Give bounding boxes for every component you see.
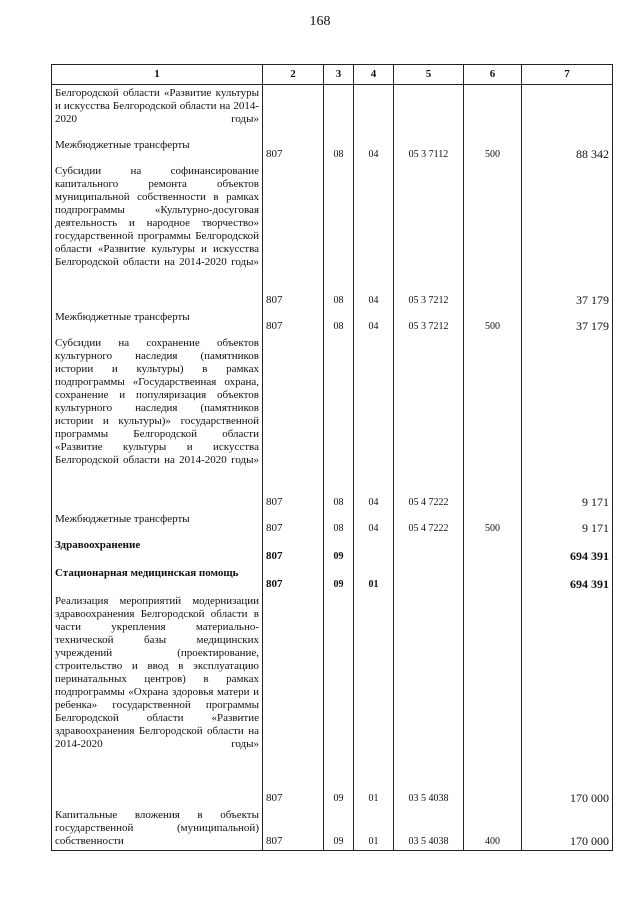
budget-table bbox=[51, 64, 613, 851]
row-section-code: 08 bbox=[324, 309, 354, 335]
row-target-article bbox=[394, 537, 464, 565]
row-expense-type: 500 bbox=[464, 137, 522, 163]
table-row bbox=[52, 537, 613, 565]
table-row bbox=[52, 593, 613, 807]
row-ministry-code: 807 bbox=[263, 511, 324, 537]
row-description: Межбюджетные трансферты bbox=[52, 309, 263, 335]
column-header: 2 bbox=[263, 65, 324, 85]
table-row bbox=[52, 335, 613, 511]
row-subsection-code: 01 bbox=[354, 807, 394, 851]
row-expense-type bbox=[464, 537, 522, 565]
row-amount: 37 179 bbox=[522, 163, 613, 309]
row-expense-type bbox=[464, 593, 522, 807]
column-header: 5 bbox=[394, 65, 464, 85]
row-section-code: 08 bbox=[324, 137, 354, 163]
row-expense-type: 500 bbox=[464, 511, 522, 537]
row-expense-type: 400 bbox=[464, 807, 522, 851]
row-section-code bbox=[324, 85, 354, 138]
row-target-article: 05 4 7222 bbox=[394, 511, 464, 537]
column-header: 6 bbox=[464, 65, 522, 85]
table-row bbox=[52, 309, 613, 335]
row-ministry-code: 807 bbox=[263, 309, 324, 335]
row-expense-type bbox=[464, 335, 522, 511]
row-target-article bbox=[394, 85, 464, 138]
row-expense-type: 500 bbox=[464, 309, 522, 335]
table-row bbox=[52, 163, 613, 309]
row-ministry-code: 807 bbox=[263, 335, 324, 511]
table-header-row bbox=[52, 65, 613, 85]
row-section-code: 09 bbox=[324, 565, 354, 593]
row-amount: 9 171 bbox=[522, 335, 613, 511]
row-description: Межбюджетные трансферты bbox=[52, 137, 263, 163]
row-ministry-code: 807 bbox=[263, 163, 324, 309]
row-section-code: 09 bbox=[324, 537, 354, 565]
row-amount: 37 179 bbox=[522, 309, 613, 335]
row-target-article: 03 5 4038 bbox=[394, 593, 464, 807]
row-description: Субсидии на сохранение объектов культурного наследия (памятников истории и культуры) в рамках подпрограммы «Государственная охрана, сохранение и популяризация объектов культурного наследия (памятников истории и культуры)» государственной программы Белгородской области «Развитие культуры и искусства Белгородской области на 2014-2020 годы» bbox=[52, 335, 263, 511]
row-amount: 170 000 bbox=[522, 807, 613, 851]
row-section-code: 09 bbox=[324, 807, 354, 851]
row-amount: 88 342 bbox=[522, 137, 613, 163]
row-amount bbox=[522, 85, 613, 138]
row-subsection-code: 04 bbox=[354, 137, 394, 163]
row-subsection-code: 01 bbox=[354, 593, 394, 807]
row-section-code: 08 bbox=[324, 335, 354, 511]
row-description: Здравоохранение bbox=[52, 537, 263, 565]
row-section-code: 08 bbox=[324, 511, 354, 537]
row-subsection-code: 01 bbox=[354, 565, 394, 593]
row-target-article: 05 3 7112 bbox=[394, 137, 464, 163]
row-target-article: 05 3 7212 bbox=[394, 309, 464, 335]
row-section-code: 09 bbox=[324, 593, 354, 807]
row-subsection-code bbox=[354, 85, 394, 138]
row-description: Субсидии на софинансирование капитального ремонта объектов муниципальной собственности в рамках подпрограммы «Культурно-досуговая деятельность и народное творчество» государственной программы Белгородской области «Развитие культуры и искусства Белгородской области на 2014-2020 годы» bbox=[52, 163, 263, 309]
row-description: Белгородской области «Развитие культуры и искусства Белгородской области на 2014-2020 годы» bbox=[52, 85, 263, 138]
column-header: 1 bbox=[52, 65, 263, 85]
row-description: Реализация мероприятий модернизации здравоохранения Белгородской области в части укрепления материально-технической базы медицинских учреждений (проектирование, строительство и ввод в эксплуатацию перинатальных центров) в рамках подпрограммы «Охрана здоровья матери и ребенка» государственной программы Белгородской области «Развитие здравоохранения Белгородской области на 2014-2020 годы» bbox=[52, 593, 263, 807]
row-subsection-code bbox=[354, 537, 394, 565]
row-description: Капитальные вложения в объекты государственной (муниципальной) собственности bbox=[52, 807, 263, 851]
row-target-article: 05 3 7212 bbox=[394, 163, 464, 309]
row-ministry-code: 807 bbox=[263, 593, 324, 807]
row-ministry-code: 807 bbox=[263, 537, 324, 565]
row-amount: 694 391 bbox=[522, 565, 613, 593]
column-header: 4 bbox=[354, 65, 394, 85]
row-target-article: 03 5 4038 bbox=[394, 807, 464, 851]
row-expense-type bbox=[464, 85, 522, 138]
row-target-article: 05 4 7222 bbox=[394, 335, 464, 511]
row-amount: 170 000 bbox=[522, 593, 613, 807]
row-target-article bbox=[394, 565, 464, 593]
row-ministry-code: 807 bbox=[263, 807, 324, 851]
table-row bbox=[52, 85, 613, 138]
table-row bbox=[52, 807, 613, 851]
table-row bbox=[52, 565, 613, 593]
column-header: 3 bbox=[324, 65, 354, 85]
row-ministry-code: 807 bbox=[263, 137, 324, 163]
page-number: 168 bbox=[309, 14, 331, 29]
row-subsection-code: 04 bbox=[354, 511, 394, 537]
row-subsection-code: 04 bbox=[354, 163, 394, 309]
row-expense-type bbox=[464, 565, 522, 593]
column-header: 7 bbox=[522, 65, 613, 85]
row-ministry-code bbox=[263, 85, 324, 138]
row-subsection-code: 04 bbox=[354, 309, 394, 335]
row-subsection-code: 04 bbox=[354, 335, 394, 511]
row-amount: 694 391 bbox=[522, 537, 613, 565]
table-row bbox=[52, 137, 613, 163]
row-amount: 9 171 bbox=[522, 511, 613, 537]
row-description: Стационарная медицинская помощь bbox=[52, 565, 263, 593]
table-row bbox=[52, 511, 613, 537]
row-ministry-code: 807 bbox=[263, 565, 324, 593]
row-description: Межбюджетные трансферты bbox=[52, 511, 263, 537]
row-section-code: 08 bbox=[324, 163, 354, 309]
row-expense-type bbox=[464, 163, 522, 309]
